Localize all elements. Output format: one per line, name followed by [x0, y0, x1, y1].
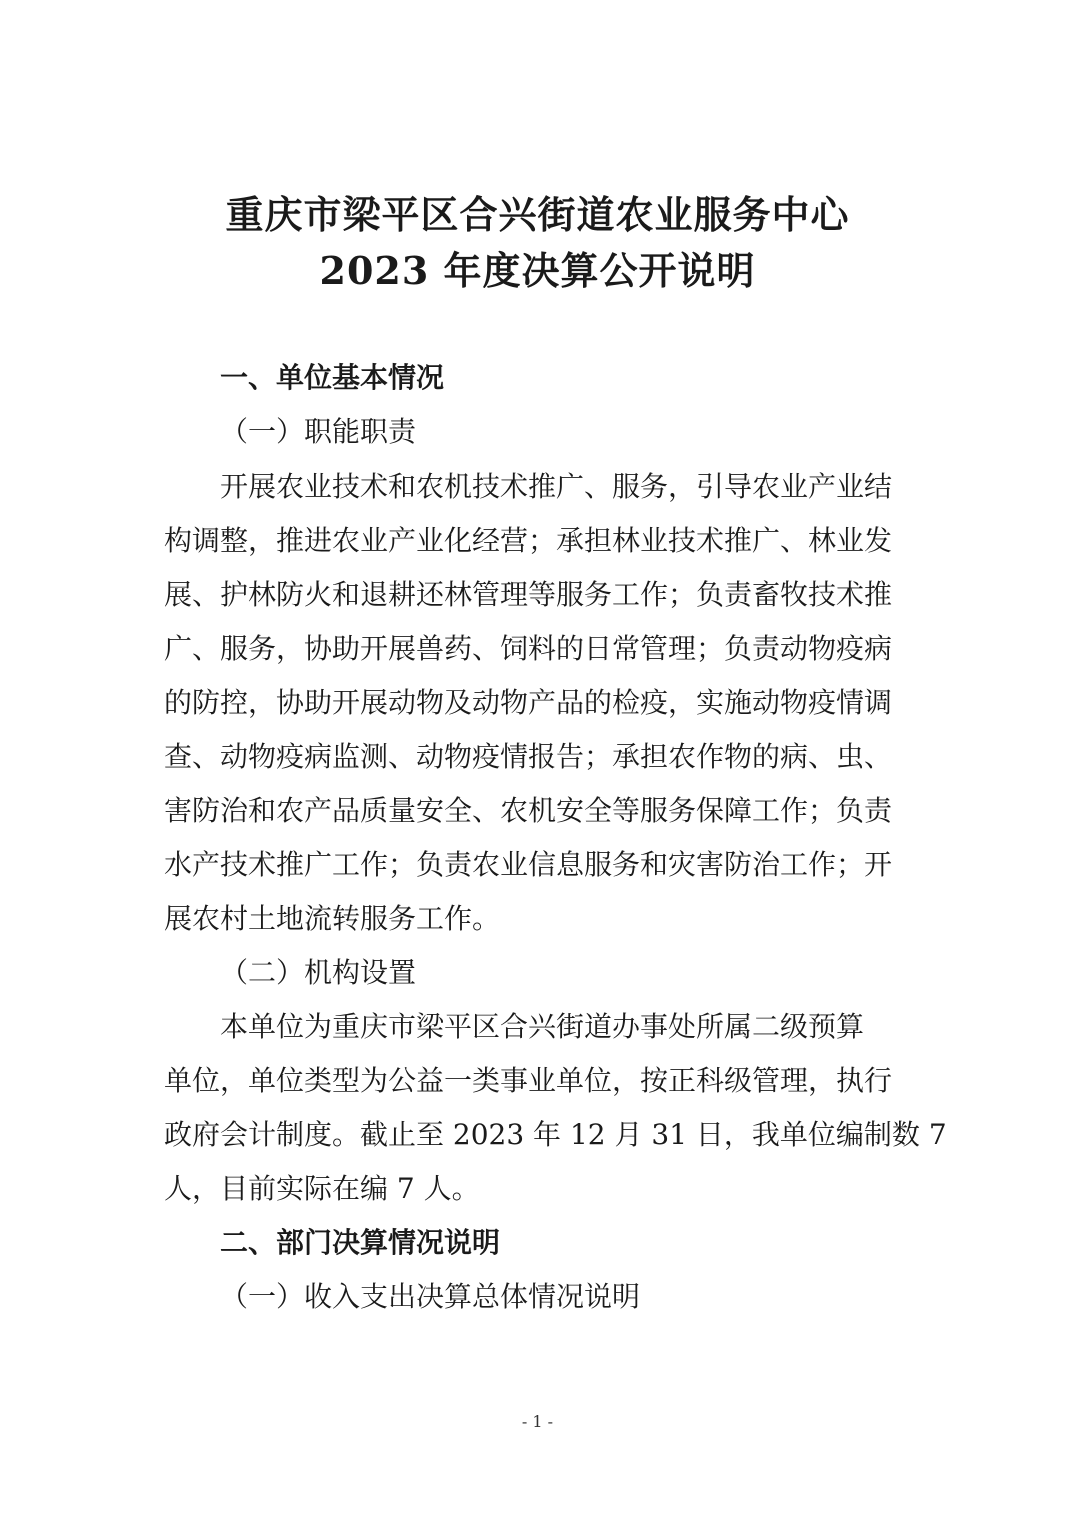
document-title-line-1: 重庆市梁平区合兴街道农业服务中心	[225, 192, 850, 237]
paragraph-line: 本单位为重庆市梁平区合兴街道办事处所属二级预算	[220, 1010, 865, 1043]
paragraph-line: 水产技术推广工作；负责农业信息服务和灾害防治工作；开	[164, 848, 893, 881]
paragraph-line: 构调整，推进农业产业化经营；承担林业技术推广、林业发	[164, 524, 893, 557]
section-1-heading: 一、单位基本情况	[220, 361, 445, 394]
paragraph-line: 单位，单位类型为公益一类事业单位，按正科级管理，执行	[164, 1064, 893, 1097]
section-2-heading: 二、部门决算情况说明	[220, 1226, 501, 1259]
paragraph-line: 的防控，协助开展动物及动物产品的检疫，实施动物疫情调	[164, 686, 893, 719]
paragraph-line: 开展农业技术和农机技术推广、服务，引导农业产业结	[220, 470, 893, 503]
paragraph-line: 政府会计制度。截止至 2023 年 12 月 31 日，我单位编制数 7	[164, 1118, 947, 1151]
paragraph-line: 展农村土地流转服务工作。	[164, 902, 501, 935]
page-number: - 1 -	[521, 1412, 554, 1431]
subsection-1-heading: （一）职能职责	[220, 415, 417, 448]
subsection-3-heading: （一）收入支出决算总体情况说明	[220, 1280, 641, 1313]
paragraph-line: 查、动物疫病监测、动物疫情报告；承担农作物的病、虫、	[164, 740, 893, 773]
paragraph-line: 人，目前实际在编 7 人。	[164, 1172, 480, 1205]
paragraph-line: 展、护林防火和退耕还林管理等服务工作；负责畜牧技术推	[164, 578, 893, 611]
subsection-2-heading: （二）机构设置	[220, 956, 417, 989]
paragraph-line: 害防治和农产品质量安全、农机安全等服务保障工作；负责	[164, 794, 893, 827]
document-title-line-2: 2023 年度决算公开说明	[319, 248, 756, 293]
paragraph-line: 广、服务，协助开展兽药、饲料的日常管理；负责动物疫病	[164, 632, 893, 665]
